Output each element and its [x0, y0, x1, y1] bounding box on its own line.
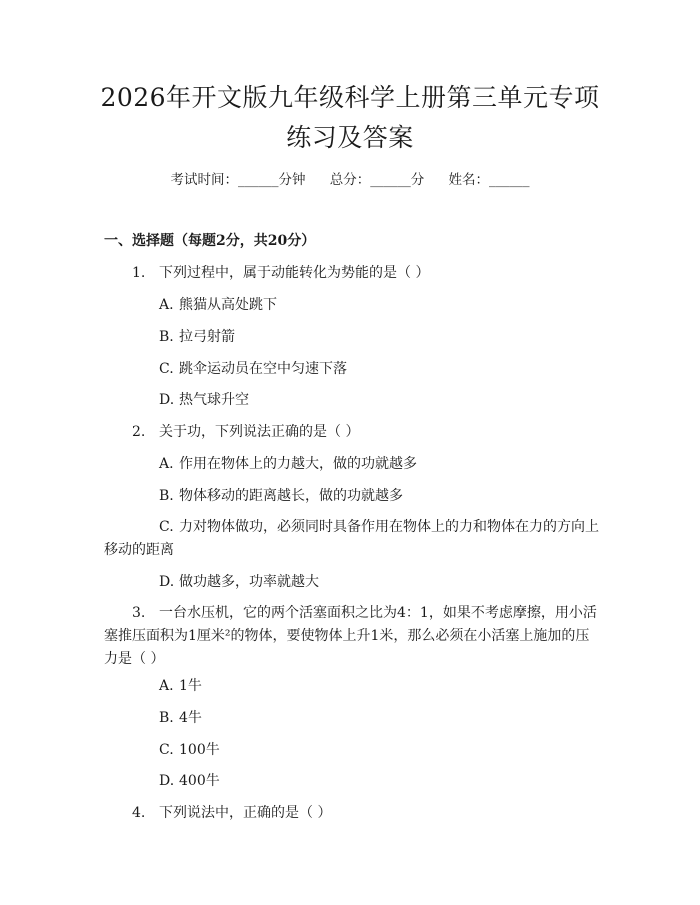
exam-info: [0, 168, 700, 188]
option-d: [159, 389, 249, 409]
option-d: [159, 770, 220, 790]
question-1: [132, 262, 429, 282]
question-3-line-2: 塞推压面积为1厘米²的物体，要使物体上升1米，那么必须在小活塞上施加的压: [104, 628, 590, 644]
option-text: 拉弓射箭: [179, 329, 235, 345]
option-text: 力对物体做功，必须同时具备作用在物体上的力和物体在力的方向上: [179, 519, 599, 535]
option-text: 做功越多，功率就越大: [179, 574, 319, 590]
section-heading: 一、选择题（每题2分，共20分）: [104, 233, 316, 249]
option-label: D.: [159, 574, 175, 590]
option-text: 热气球升空: [179, 392, 249, 408]
option-c: [159, 516, 599, 536]
title-line-1: 2026年开文版九年级科学上册第三单元专项: [100, 83, 600, 112]
document-title: [60, 78, 640, 158]
option-b: [159, 707, 202, 727]
option-label: C.: [159, 519, 174, 535]
option-label: D.: [159, 773, 175, 789]
question-3: [132, 602, 597, 622]
total-score: 总分：______分: [329, 172, 425, 188]
option-text: 4牛: [179, 710, 202, 726]
option-text: 物体移动的距离越长，做的功就越多: [179, 488, 403, 504]
exam-time: 考试时间：______分钟: [170, 172, 306, 188]
question-number: 1.: [132, 265, 146, 281]
option-label: B.: [159, 488, 174, 504]
option-label: B.: [159, 329, 174, 345]
option-label: C.: [159, 361, 174, 377]
question-text: 下列过程中，属于动能转化为势能的是（ ）: [159, 265, 430, 281]
option-text: 作用在物体上的力越大，做的功就越多: [179, 456, 417, 472]
option-label: C.: [159, 742, 174, 758]
question-text: 一台水压机，它的两个活塞面积之比为4：1，如果不考虑摩擦，用小活: [159, 605, 597, 621]
option-text: 100牛: [179, 742, 220, 758]
option-c-continuation: 移动的距离: [104, 542, 174, 558]
option-text: 400牛: [179, 773, 220, 789]
option-text: 跳伞运动员在空中匀速下落: [179, 361, 347, 377]
option-c: [159, 739, 220, 759]
question-2: [132, 421, 359, 441]
option-b: [159, 326, 235, 346]
question-text: 下列说法中，正确的是（ ）: [159, 805, 332, 821]
option-label: A.: [159, 678, 174, 694]
option-text: 熊猫从高处跳下: [179, 297, 277, 313]
option-b: [159, 485, 403, 505]
title-line-2: 练习及答案: [286, 123, 414, 152]
question-number: 3.: [132, 605, 146, 621]
option-label: D.: [159, 392, 175, 408]
option-label: A.: [159, 297, 174, 313]
option-label: A.: [159, 456, 174, 472]
option-a: [159, 453, 417, 473]
question-4: [132, 802, 331, 822]
option-c: [159, 358, 347, 378]
option-d: [159, 571, 319, 591]
student-name: 姓名：______: [448, 172, 530, 188]
option-a: [159, 675, 202, 695]
option-label: B.: [159, 710, 174, 726]
question-number: 4.: [132, 805, 146, 821]
option-a: [159, 294, 277, 314]
question-number: 2.: [132, 424, 146, 440]
option-text: 1牛: [179, 678, 202, 694]
question-text: 关于功，下列说法正确的是（ ）: [159, 424, 360, 440]
question-3-line-3: 力是（ ）: [104, 651, 165, 667]
